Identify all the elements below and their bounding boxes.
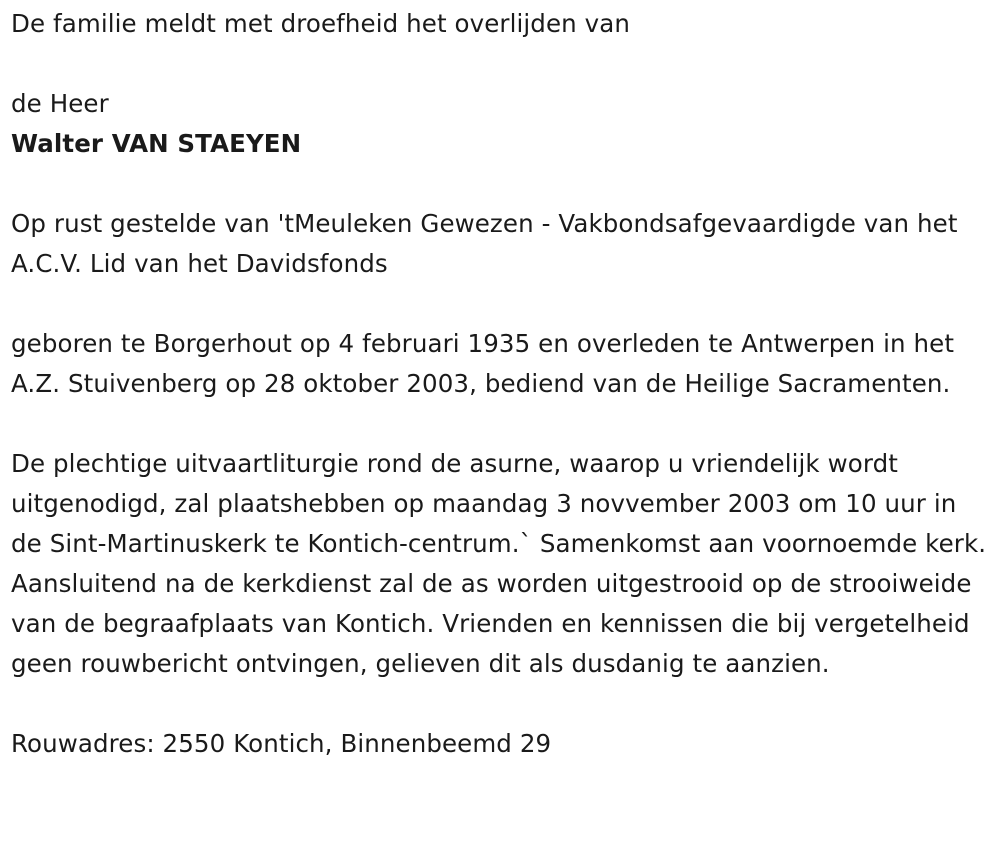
- honorific-title: de Heer: [11, 89, 109, 118]
- deceased-name: Walter VAN STAEYEN: [11, 129, 302, 158]
- birth-death-info: geboren te Borgerhout op 4 februari 1935 en overleden te Antwerpen in het A.Z. Stuivenberg op 28 oktober 2003, bediend van de Heilige Sacramenten.: [11, 329, 955, 398]
- death-notice: [11, 4, 991, 764]
- funeral-service-info: De plechtige uitvaartliturgie rond de asurne, waarop u vriendelijk wordt uitgenodigd, zal plaatshebben op maandag 3 novvember 2003 om 10 uur in de Sint-Martinuskerk te Kontich-centrum.` Samenkomst aan voornoemde kerk. Aansluitend na de kerkdienst zal de as worden uitgestrooid op de strooiweide van de begraafplaats van Kontich. Vrienden en kennissen die bij vergetelheid geen rouwbericht ontvingen, gelieven dit als dusdanig te aanzien.: [11, 449, 987, 678]
- retirement-info: Op rust gestelde van 'tMeuleken Gewezen - Vakbondsafgevaardigde van het A.C.V. Lid van het Davidsfonds: [11, 209, 958, 278]
- intro-text: De familie meldt met droefheid het overlijden van: [11, 9, 630, 38]
- mourning-address: Rouwadres: 2550 Kontich, Binnenbeemd 29: [11, 729, 552, 758]
